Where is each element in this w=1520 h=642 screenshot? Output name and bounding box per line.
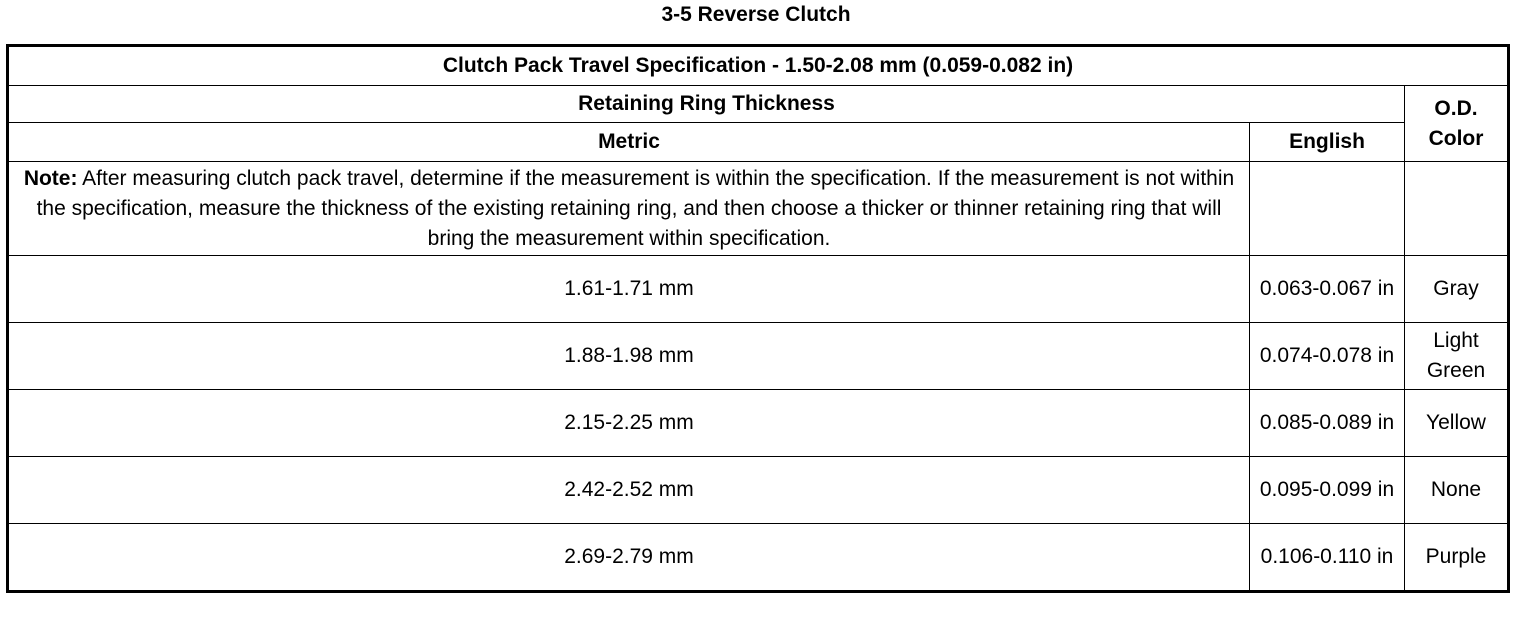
english-header: English <box>1250 123 1405 162</box>
metric-cell: 1.61-1.71 mm <box>8 256 1250 323</box>
english-cell: 0.095-0.099 in <box>1250 457 1405 524</box>
color-cell: Light Green <box>1405 323 1509 390</box>
metric-cell: 2.42-2.52 mm <box>8 457 1250 524</box>
english-cell: 0.085-0.089 in <box>1250 390 1405 457</box>
table-row <box>8 457 1509 524</box>
color-cell: Yellow <box>1405 390 1509 457</box>
table-row <box>8 390 1509 457</box>
spec-header-row <box>8 46 1509 86</box>
note-color-cell <box>1405 162 1509 256</box>
table-row <box>8 256 1509 323</box>
od-color-header: O.D. Color <box>1405 86 1509 162</box>
metric-cell: 2.69-2.79 mm <box>8 524 1250 592</box>
note-english-cell <box>1250 162 1405 256</box>
clutch-spec-table <box>6 44 1510 593</box>
note-text: After measuring clutch pack travel, determine if the measurement is within the specification. If the measurement is not within the specification, measure the thickness of the existing retaining ring, and then choose a thicker or thinner retaining ring that will bring the measurement within specification. <box>36 166 1235 250</box>
english-cell: 0.106-0.110 in <box>1250 524 1405 592</box>
table-row <box>8 524 1509 592</box>
note-label: Note: <box>23 166 78 190</box>
metric-cell: 1.88-1.98 mm <box>8 323 1250 390</box>
color-cell: Purple <box>1405 524 1509 592</box>
metric-cell: 2.15-2.25 mm <box>8 390 1250 457</box>
color-cell: Gray <box>1405 256 1509 323</box>
note-cell <box>8 162 1250 256</box>
color-cell: None <box>1405 457 1509 524</box>
english-cell: 0.063-0.067 in <box>1250 256 1405 323</box>
units-header-row <box>8 123 1509 162</box>
english-cell: 0.074-0.078 in <box>1250 323 1405 390</box>
note-row <box>8 162 1509 256</box>
document-title: 3-5 Reverse Clutch <box>661 3 851 26</box>
retaining-ring-thickness-header: Retaining Ring Thickness <box>8 86 1405 123</box>
metric-header: Metric <box>8 123 1250 162</box>
group-header-row <box>8 86 1509 123</box>
spec-header: Clutch Pack Travel Specification - 1.50-2.08 mm (0.059-0.082 in) <box>8 46 1509 86</box>
table-row <box>8 323 1509 390</box>
